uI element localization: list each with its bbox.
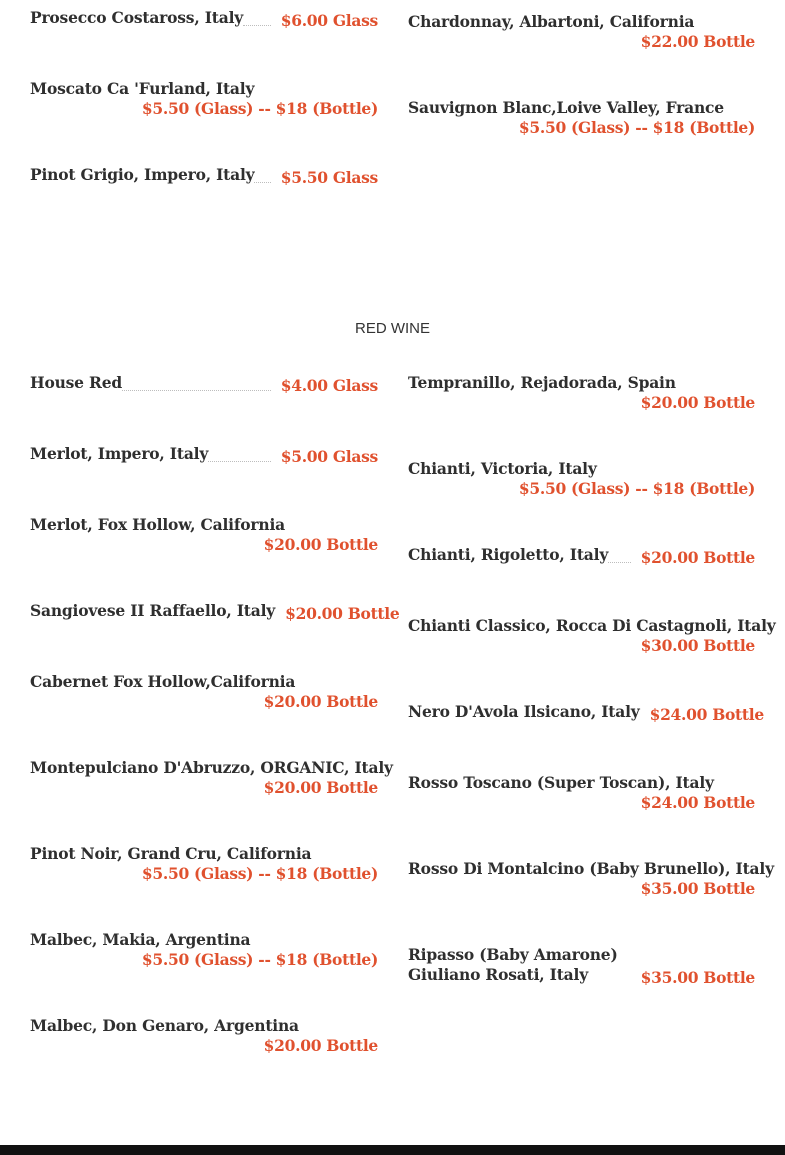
dotted-leader — [608, 561, 631, 563]
wine-name: Chianti Classico, Rocca Di Castagnoli, Italy — [408, 616, 776, 635]
menu-item — [30, 672, 378, 712]
dotted-leader — [243, 24, 271, 26]
wine-price: $20.00 Bottle — [263, 535, 378, 554]
wine-price: $5.50 Glass — [280, 168, 378, 187]
wine-price: $20.00 Bottle — [285, 604, 400, 623]
wine-name: Ripasso (Baby Amarone) Giuliano Rosati, Italy — [408, 945, 618, 984]
menu-item — [408, 859, 774, 899]
wine-price: $35.00 Bottle — [640, 879, 755, 898]
wine-price: $5.00 Glass — [280, 447, 378, 466]
wine-name: Malbec, Don Genaro, Argentina — [30, 1016, 299, 1035]
menu-item — [30, 758, 393, 798]
dotted-leader — [208, 460, 271, 462]
wine-price: $22.00 Bottle — [640, 32, 755, 51]
wine-name: Chardonnay, Albartoni, California — [408, 12, 695, 31]
menu-item — [408, 373, 755, 413]
menu-item — [408, 616, 776, 656]
dotted-leader — [254, 181, 270, 183]
wine-name: Rosso Toscano (Super Toscan), Italy — [408, 773, 714, 792]
menu-item — [30, 844, 378, 884]
menu-item — [408, 98, 755, 138]
wine-price: $20.00 Bottle — [640, 393, 755, 412]
menu-item — [408, 12, 755, 52]
wine-price: $24.00 Bottle — [649, 705, 764, 724]
menu-item — [408, 773, 755, 813]
wine-name: Pinot Grigio, Impero, Italy — [30, 165, 255, 184]
wine-price: $24.00 Bottle — [640, 793, 755, 812]
wine-name: Chianti, Rigoletto, Italy — [408, 545, 609, 564]
wine-name: Rosso Di Montalcino (Baby Brunello), Italy — [408, 859, 774, 878]
menu-item — [30, 515, 378, 555]
wine-price: $5.50 (Glass) -- $18 (Bottle) — [518, 479, 755, 498]
wine-price: $20.00 Bottle — [263, 1036, 378, 1055]
wine-price: $35.00 Bottle — [640, 968, 755, 987]
wine-price: $5.50 (Glass) -- $18 (Bottle) — [518, 118, 755, 137]
wine-name: House Red — [30, 373, 123, 392]
wine-name: Merlot, Impero, Italy — [30, 444, 209, 463]
wine-price: $20.00 Bottle — [640, 548, 755, 567]
menu-item — [30, 165, 378, 185]
menu-item — [408, 945, 755, 985]
footer-bar — [0, 1145, 785, 1155]
wine-price: $5.50 (Glass) -- $18 (Bottle) — [141, 864, 378, 883]
wine-name: Cabernet Fox Hollow,California — [30, 672, 296, 691]
wine-price: $5.50 (Glass) -- $18 (Bottle) — [141, 950, 378, 969]
wine-name: Moscato Ca 'Furland, Italy — [30, 79, 255, 98]
wine-name: Nero D'Avola Ilsicano, Italy — [408, 702, 640, 721]
menu-item — [408, 545, 755, 565]
wine-name: Pinot Noir, Grand Cru, California — [30, 844, 312, 863]
wine-name: Prosecco Costaross, Italy — [30, 8, 244, 27]
wine-name: Montepulciano D'Abruzzo, ORGANIC, Italy — [30, 758, 393, 777]
menu-item — [30, 930, 378, 970]
menu-item — [30, 8, 378, 28]
wine-name: Merlot, Fox Hollow, California — [30, 515, 285, 534]
dotted-leader — [122, 389, 271, 391]
wine-name: Malbec, Makia, Argentina — [30, 930, 251, 949]
wine-price: $20.00 Bottle — [263, 778, 378, 797]
wine-name: Tempranillo, Rejadorada, Spain — [408, 373, 676, 392]
wine-name: Sauvignon Blanc,Loive Valley, France — [408, 98, 724, 117]
wine-price: $6.00 Glass — [280, 11, 378, 30]
menu-item — [408, 702, 764, 724]
wine-name: Chianti, Victoria, Italy — [408, 459, 597, 478]
menu-item — [30, 1016, 378, 1056]
wine-price: $5.50 (Glass) -- $18 (Bottle) — [141, 99, 378, 118]
menu-item — [30, 373, 378, 393]
wine-name: Sangiovese II Raffaello, Italy — [30, 601, 276, 620]
wine-price: $4.00 Glass — [280, 376, 378, 395]
menu-item — [30, 601, 400, 623]
section-heading: RED WINE — [355, 320, 430, 337]
menu-item — [30, 444, 378, 464]
menu-item — [408, 459, 755, 499]
wine-price: $30.00 Bottle — [640, 636, 755, 655]
wine-price: $20.00 Bottle — [263, 692, 378, 711]
menu-item — [30, 79, 378, 119]
